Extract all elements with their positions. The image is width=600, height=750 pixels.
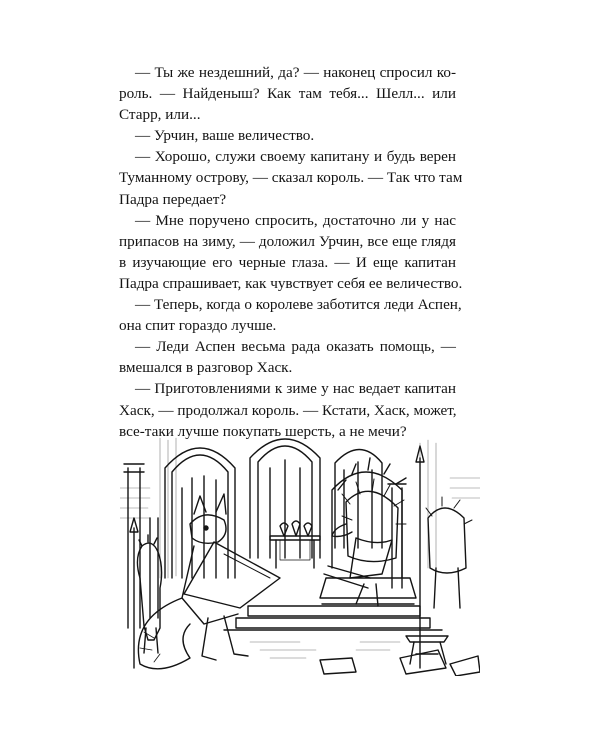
text-line: Старр, или... — [119, 106, 201, 124]
story-text — [119, 62, 463, 442]
text-line: — Ты же нездешний, да? — наконец спросил ко- — [135, 64, 456, 81]
text-line: — Урчин, ваше величество. — [135, 127, 315, 145]
text-line: Туманному острову, — сказал король. — Так что там — [119, 169, 463, 187]
squirrel-messenger — [138, 494, 280, 669]
guard-right — [416, 446, 472, 668]
text-line: она спит гораздо лучше. — [119, 317, 277, 335]
text-line: — Теперь, когда о королеве заботится леди Аспен, — [135, 296, 462, 314]
text-line: все-таки лучше покупать шерсть, а не мечи? — [119, 422, 407, 440]
text-line: — Мне поручено спросить, достаточно ли у нас — [135, 211, 456, 229]
scattered-papers — [320, 650, 480, 676]
text-line: Хаск, — продолжал король. — Кстати, Хаск, может, — [119, 401, 457, 419]
text-line: роль. — Найденыш? Как там тебя... Шелл... или — [119, 85, 456, 103]
throne-steps — [224, 606, 442, 630]
text-line: Падра спрашивает, как чувствует себя ее величество. — [119, 274, 463, 292]
hedgehog-king — [324, 479, 406, 606]
floor-hatching — [250, 642, 400, 658]
text-line: — Хорошо, служи своему капитану и будь верен — [135, 148, 456, 166]
text-line: в изучающие его черные глаза. — И еще капитан — [119, 253, 456, 271]
text-line: вмешался в разговор Хаск. — [119, 359, 293, 377]
throne-room-illustration — [120, 428, 480, 676]
text-line: — Приготовлениями к зиме у нас ведает капитан — [135, 380, 456, 398]
text-line: Падра передает? — [119, 190, 227, 208]
guard-left — [130, 518, 162, 668]
text-line: припасов на зиму, — доложил Урчин, все еще глядя — [119, 232, 456, 250]
text-line: — Леди Аспен весьма рада оказать помощь, — — [135, 338, 456, 356]
